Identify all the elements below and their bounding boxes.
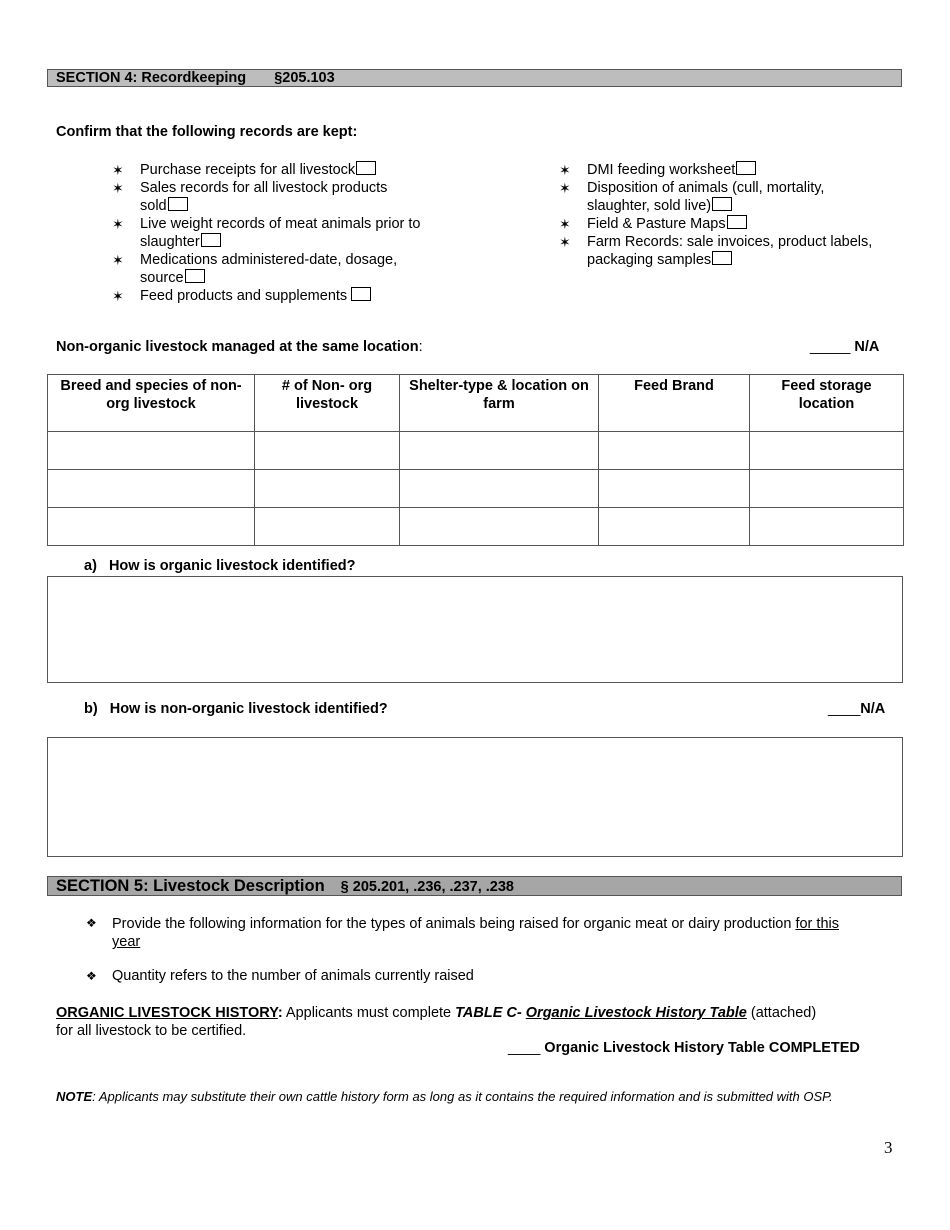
table-cell[interactable] <box>255 432 400 470</box>
list-item: ✶ Farm Records: sale invoices, product labels, packaging samples <box>559 234 873 268</box>
na-label: N/A <box>854 339 880 355</box>
nonorg-livestock-table <box>47 374 904 546</box>
table-cell[interactable] <box>400 470 599 508</box>
history-label: ORGANIC LIVESTOCK HISTORY <box>56 1005 278 1021</box>
checkbox[interactable] <box>351 287 371 301</box>
records-list-right <box>559 161 904 269</box>
history-completed[interactable] <box>508 1040 860 1056</box>
bullet-star-icon: ✶ <box>112 216 124 232</box>
list-item: ✶ DMI feeding worksheet <box>559 161 904 179</box>
section-4-title: SECTION 4: Recordkeeping <box>56 70 247 86</box>
table-cell[interactable] <box>255 508 400 546</box>
nonorg-na[interactable] <box>810 339 879 355</box>
checkbox[interactable] <box>727 215 747 229</box>
header-feed-storage: Feed storage location <box>750 375 904 432</box>
completed-blank[interactable]: ____ <box>508 1040 541 1056</box>
section-4-header <box>47 69 902 87</box>
checkbox[interactable] <box>356 161 376 175</box>
list-item: ✶ Feed products and supplements <box>112 287 452 305</box>
checkbox[interactable] <box>712 197 732 211</box>
completed-label: Organic Livestock History Table COMPLETED <box>544 1040 860 1056</box>
list-item: ✶ Purchase receipts for all livestock <box>112 161 452 179</box>
header-shelter: Shelter-type & location on farm <box>400 375 599 432</box>
list-item: ✶ Sales records for all livestock products sold <box>112 180 388 214</box>
na-blank[interactable]: _____ <box>810 339 851 355</box>
table-cell[interactable] <box>750 432 904 470</box>
bullet-star-icon: ✶ <box>112 288 124 304</box>
note: NOTE: Applicants may substitute their own cattle history form as long as it contains the required information and is submitted with OSP. <box>56 1089 833 1104</box>
checkbox[interactable] <box>185 269 205 283</box>
table-row <box>48 508 904 546</box>
checkbox[interactable] <box>168 197 188 211</box>
table-cell[interactable] <box>400 508 599 546</box>
bullet-star-icon: ✶ <box>112 252 124 268</box>
na-label: N/A <box>860 701 886 717</box>
checkbox[interactable] <box>736 161 756 175</box>
list-item: ✶ Live weight records of meat animals prior to slaughter <box>112 216 421 250</box>
history-paragraph: ORGANIC LIVESTOCK HISTORY: Applicants must complete TABLE C- Organic Livestock History Table (attached) for all livestock to be certified. <box>56 1005 817 1039</box>
nonorg-label-line: Non-organic livestock managed at the same location: <box>56 339 423 355</box>
list-item: ✶ Medications administered-date, dosage, source <box>112 252 398 286</box>
table-cell[interactable] <box>599 470 750 508</box>
bullet-star-icon: ✶ <box>559 216 571 232</box>
section-5-header <box>47 876 902 896</box>
section-4-code: §205.103 <box>274 70 335 86</box>
page-number: 3 <box>884 1138 893 1157</box>
bullet-star-icon: ✶ <box>559 180 571 196</box>
bullet-star-icon: ✶ <box>112 180 124 196</box>
table-cell[interactable] <box>750 508 904 546</box>
bullet-star-icon: ✶ <box>559 234 571 250</box>
table-cell[interactable] <box>599 432 750 470</box>
header-feed-brand: Feed Brand <box>599 375 750 432</box>
table-header-row <box>48 375 904 432</box>
bullet-2: Quantity refers to the number of animals currently raised <box>112 968 474 984</box>
nonorg-label: Non-organic livestock managed at the same location <box>56 339 419 355</box>
table-cell[interactable] <box>255 470 400 508</box>
table-cell[interactable] <box>750 470 904 508</box>
section-5-title: SECTION 5: Livestock Description <box>56 877 325 895</box>
list-item: ✶ Field & Pasture Maps <box>559 215 904 233</box>
table-cell[interactable] <box>400 432 599 470</box>
bullet-star-icon: ✶ <box>112 162 124 178</box>
section-5-code: § 205.201, .236, .237, .238 <box>340 879 514 895</box>
table-cell[interactable] <box>48 470 255 508</box>
table-cell[interactable] <box>48 508 255 546</box>
table-cell[interactable] <box>599 508 750 546</box>
diamond-bullet-icon: ❖ <box>86 916 97 930</box>
question-a: a) How is organic livestock identified? <box>84 558 356 574</box>
confirm-heading: Confirm that the following records are kept: <box>56 124 358 140</box>
table-row <box>48 470 904 508</box>
checkbox[interactable] <box>201 233 221 247</box>
question-b: b) How is non-organic livestock identified? <box>84 701 388 717</box>
diamond-bullet-icon: ❖ <box>86 969 97 983</box>
bullet-star-icon: ✶ <box>559 162 571 178</box>
header-breed: Breed and species of non-org livestock <box>48 375 255 432</box>
answer-a-box[interactable] <box>47 576 903 683</box>
bullet-1: Provide the following information for the types of animals being raised for organic meat or dairy production for this year <box>112 916 839 950</box>
records-list-left <box>112 161 452 305</box>
table-row <box>48 432 904 470</box>
na-blank[interactable]: ____ <box>828 701 861 717</box>
note-label: NOTE <box>56 1089 93 1104</box>
header-count: # of Non- org livestock <box>255 375 400 432</box>
answer-b-box[interactable] <box>47 737 903 857</box>
list-item: ✶ Disposition of animals (cull, mortality, slaughter, sold live) <box>559 180 825 214</box>
checkbox[interactable] <box>712 251 732 265</box>
table-cell[interactable] <box>48 432 255 470</box>
question-b-na[interactable] <box>828 701 885 717</box>
